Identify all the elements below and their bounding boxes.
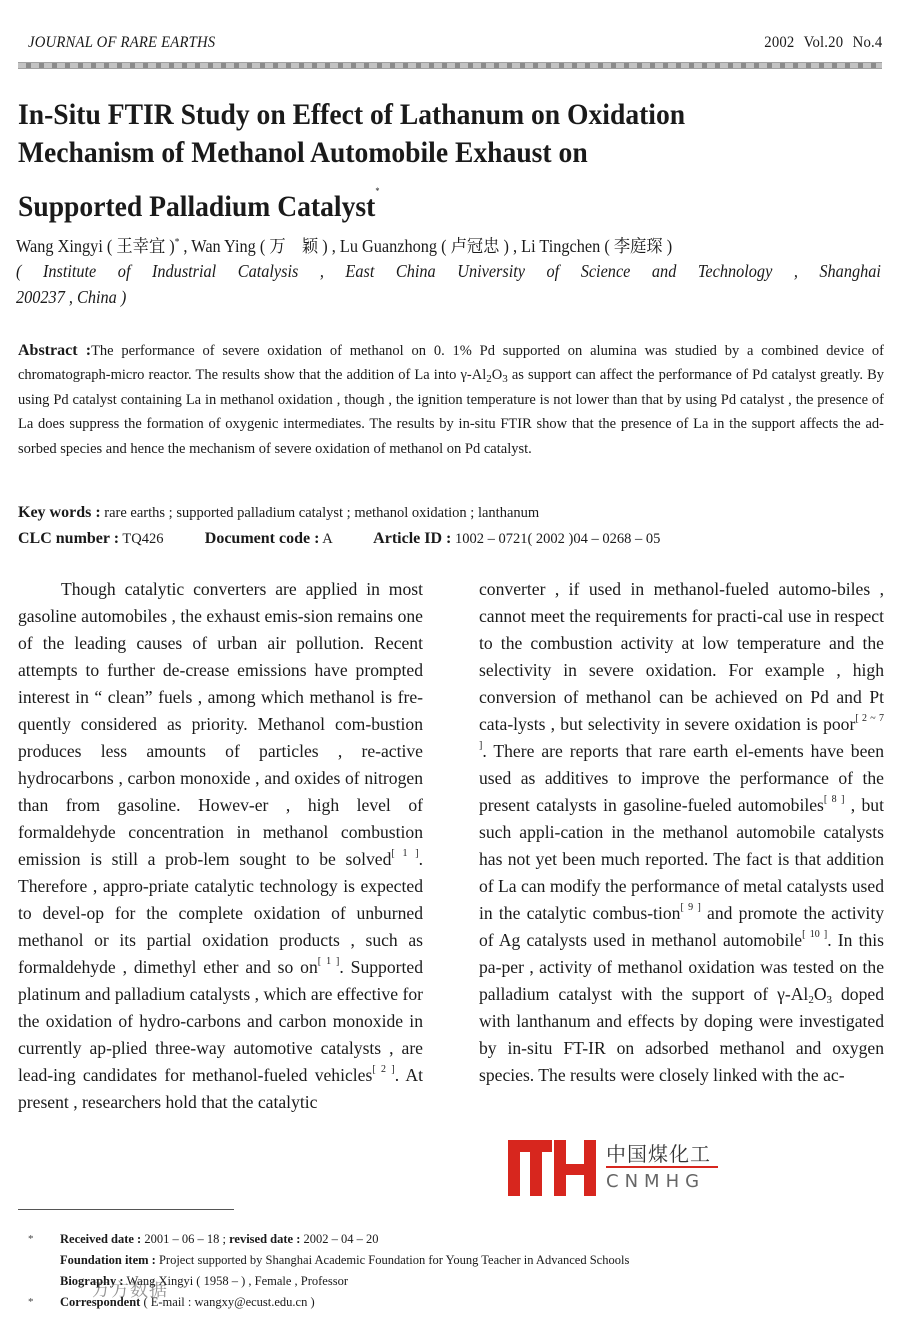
revised-label: revised date : (229, 1232, 301, 1246)
abstract-text-3: as support can affect the performance of Pd catalyst greatly. By using Pd catalyst containing La in methanol oxidation , though , the ignition temperature is not lower than that by using Pd catalyst , the presence of La does suppress the formation of oxygenic intermediates. The results by in-situ FTIR show that the presence of La in the support affects the ad-sorbed species and hence the mechanism of severe oxidation of methanol on Pd catalyst. (18, 367, 884, 457)
abstract (18, 339, 884, 461)
logo-english-text: CNMHG (606, 1171, 706, 1192)
affiliation-line-1: ( Institute of Industrial Catalysis , East China University of Science and Technology , Shanghai (16, 261, 881, 281)
biography-value: Wang Xingyi ( 1958 – ) , Female , Professor (126, 1274, 348, 1288)
body-text: and promote the activity of Ag catalysts used in methanol automobile (479, 903, 885, 950)
body-text: converter , if used in methanol-fueled automo-biles , cannot meet the requirements for practi-cal use in respect to the combustion activity at low temperature and the selectivity in severe oxidation. For example , high conversion of methanol can be achieved on Pd and Pt cata-lysts , but selectivity in severe oxidation is poor (479, 579, 884, 734)
body-text: Though catalytic converters are applied in most gasoline automobiles , the exhaust emis-sion remains one of the leading causes of urban air pollution. Recent attempts to further de-crease emissions have prompted interest in “ clean” fuels , among which methanol is fre-quently considered as priority. Methanol com-bustion produces less amounts of particles , re-active hydrocarbons , carbon monoxide , and oxides of nitrogen than from gasoline. Howev-er , high level of formaldehyde concentration in methanol combustion emission is still a prob-lem sought to be solved (18, 579, 423, 869)
affiliation (16, 258, 882, 310)
corresponding-mark: * (174, 237, 180, 248)
subscript: 3 (826, 994, 833, 1006)
author-list (16, 230, 834, 259)
footnote-star: * (28, 1296, 34, 1308)
citation: [ 1 ] (317, 956, 340, 967)
keywords-value: rare earths ; supported palladium catalyst ; methanol oxidation ; lanthanum (104, 505, 540, 521)
doc-code-label: Document code : (204, 530, 320, 547)
foundation-value: Project supported by Shanghai Academic Foundation for Young Teacher in Advanced Schools (158, 1253, 630, 1267)
footnote-star: * (28, 1233, 34, 1245)
body-text: doped with lanthanum and effects by doping were investigated by in-situ FT-IR on adsorbed methanol and oxygen species. The results were closely linked with the ac- (479, 984, 884, 1085)
header-rule (18, 62, 882, 69)
body-column-left (18, 576, 423, 1116)
subscript: 2 (486, 373, 492, 386)
article-id-label: Article ID : (373, 530, 452, 547)
footnote-foundation (40, 1250, 860, 1271)
intro-paragraph-continued (479, 576, 884, 1089)
logo-chinese-text: 中国煤化工 (606, 1142, 711, 1166)
correspondent-label: Correspondent (60, 1295, 141, 1309)
body-text: . In this pa-per , activity of methanol oxidation was tested on the palladium catalyst with the support of γ-Al (479, 930, 885, 1004)
keywords-label: Key words : (18, 504, 101, 521)
title-line-2: Mechanism of Methanol Automobile Exhaust on (18, 136, 588, 169)
doc-code-value: A (322, 531, 332, 547)
paper-title (18, 96, 809, 226)
body-text: . Supported platinum and palladium catalysts , which are effective for the oxidation of hydro-carbons and carbon monoxide in currently ap-plied three-way automotive catalysts , are lead-ing candidates for methanol-fueled vehicles (18, 957, 423, 1085)
classification-row (18, 526, 884, 552)
body-column-right (479, 576, 884, 1089)
biography-label: Biography : (60, 1274, 124, 1288)
intro-paragraph (18, 576, 423, 1116)
title-footnote-mark: * (375, 186, 380, 196)
title-line-1: In-Situ FTIR Study on Effect of Lathanum on Oxidation (18, 98, 686, 131)
revised-value: 2002 – 04 – 20 (303, 1232, 379, 1246)
title-line-3: Supported Palladium Catalyst (18, 190, 376, 223)
citation: [ 10 ] (802, 929, 828, 940)
citation: [ 8 ] (823, 794, 845, 805)
abstract-label: Abstract : (18, 342, 92, 359)
body-text: , but such appli-cation in the methanol automobile catalysts has not yet been much reported. The fact is that addition of La can modify the performance of metal catalysts used in the catalytic combus-tion (479, 795, 884, 923)
other-authors: , Wan Ying ( 万 颖 ) , Lu Guanzhong ( 卢冠忠 ) , Li Tingchen ( 李庭琛 ) (179, 236, 673, 256)
citation: [ 1 ] (391, 848, 419, 859)
clc-value: TQ426 (122, 531, 164, 547)
journal-name: JOURNAL OF RARE EARTHS (28, 34, 216, 51)
article-id-value: 1002 – 0721( 2002 )04 – 0268 – 05 (454, 531, 661, 547)
wanfang-watermark: 万方数据 (92, 1280, 168, 1301)
footnote-rule (18, 1209, 234, 1210)
footnote-received (28, 1229, 860, 1250)
citation: [ 9 ] (680, 902, 701, 913)
issue-info: 2002 Vol.20 No.4 (763, 34, 882, 51)
mh-logo-icon (508, 1136, 596, 1196)
cnmhg-watermark-logo (508, 1136, 733, 1196)
subscript: 2 (808, 994, 814, 1006)
citation: [ 2 ~ 7 ] (479, 713, 884, 751)
abstract-text-2: O (491, 367, 503, 384)
received-label: Received date : (60, 1232, 142, 1246)
author-1: Wang Xingyi ( 王幸宜 ) (16, 236, 175, 256)
subscript: 3 (502, 373, 508, 386)
affiliation-line-2: 200237 , China ) (16, 287, 127, 307)
citation: [ 2 ] (372, 1064, 395, 1075)
logo-divider (606, 1166, 718, 1168)
body-text: O (813, 984, 827, 1004)
abstract-text-1: The performance of severe oxidation of methanol on 0. 1% Pd supported on alumina was studied by a combined device of chromatograph-micro reactor. The results show that the addition of La into γ-Al (18, 343, 884, 384)
clc-label: CLC number : (18, 530, 120, 547)
body-text: . At present , researchers hold that the catalytic (18, 1065, 423, 1112)
correspondent-email: ( E-mail : wangxy@ecust.edu.cn ) (143, 1295, 315, 1309)
keywords-row (18, 500, 884, 526)
body-text: . There are reports that rare earth el-ements have been used as additives to improve the performance of the present catalysts in gasoline-fueled automobiles (479, 741, 884, 815)
foundation-label: Foundation item : (60, 1253, 156, 1267)
received-value: 2001 – 06 – 18 ; (144, 1232, 226, 1246)
article-metadata (18, 500, 884, 552)
body-text: . Therefore , appro-priate catalytic technology is expected to devel-op for the complete oxidation of unburned methanol or its partial oxidation products , such as formaldehyde , dimethyl ether and so on (18, 849, 423, 977)
running-header (18, 34, 882, 56)
